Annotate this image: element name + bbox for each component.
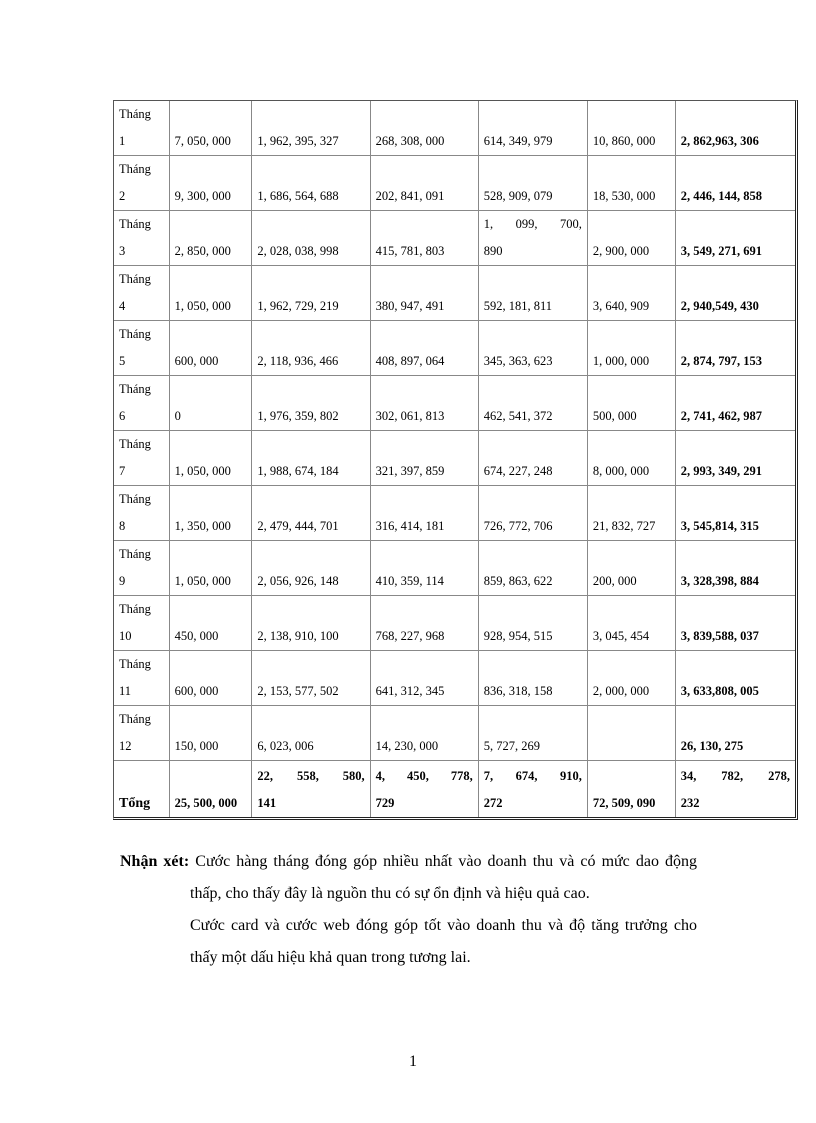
table-row [114, 156, 795, 211]
value-cell: 1, 962, 395, 327 [252, 101, 370, 156]
value-cell: 2, 056, 926, 148 [252, 541, 370, 596]
value-cell [479, 761, 588, 817]
value-cell: 2, 479, 444, 701 [252, 486, 370, 541]
month-label: Tháng 2 [119, 162, 151, 203]
table-row [114, 376, 795, 431]
value-cell [252, 761, 370, 817]
table-row [114, 651, 795, 706]
revenue-table [113, 100, 798, 820]
remark-paragraph-1 [120, 846, 697, 910]
value-cell: 859, 863, 622 [479, 541, 588, 596]
row-total-cell: 2, 862,963, 306 [676, 101, 795, 156]
month-cell [114, 101, 170, 156]
table-row [114, 266, 795, 321]
value-cell: 2, 850, 000 [170, 211, 253, 266]
month-label: Tháng 11 [119, 657, 151, 698]
value-cell: 2, 000, 000 [588, 651, 676, 706]
value-cell: 674, 227, 248 [479, 431, 588, 486]
value-cell [588, 706, 676, 761]
total-row [114, 761, 795, 817]
value-cell: 25, 500, 000 [170, 761, 253, 817]
month-label: Tháng 8 [119, 492, 151, 533]
month-label: Tháng 4 [119, 272, 151, 313]
row-total-cell: 2, 874, 797, 153 [676, 321, 795, 376]
month-label: Tháng 12 [119, 712, 151, 753]
row-total-cell: 2, 741, 462, 987 [676, 376, 795, 431]
value-cell: 1, 050, 000 [170, 266, 253, 321]
value-cell: 321, 397, 859 [371, 431, 479, 486]
value-line: 34, 782, 278, [680, 769, 790, 783]
month-cell [114, 706, 170, 761]
month-cell [114, 266, 170, 321]
value-line: 22, 558, 580, [257, 769, 365, 783]
value-line: 232 [680, 796, 700, 810]
value-cell: 14, 230, 000 [371, 706, 479, 761]
value-line: 141 [257, 796, 277, 810]
value-line: 729 [375, 796, 395, 810]
value-cell: 592, 181, 811 [479, 266, 588, 321]
value-cell: 450, 000 [170, 596, 253, 651]
row-total-cell: 3, 328,398, 884 [676, 541, 795, 596]
value-cell: 1, 988, 674, 184 [252, 431, 370, 486]
value-cell: 200, 000 [588, 541, 676, 596]
value-cell: 462, 541, 372 [479, 376, 588, 431]
value-cell: 3, 640, 909 [588, 266, 676, 321]
value-cell: 836, 318, 158 [479, 651, 588, 706]
value-cell: 0 [170, 376, 253, 431]
value-cell: 9, 300, 000 [170, 156, 253, 211]
month-cell [114, 211, 170, 266]
value-cell: 302, 061, 813 [371, 376, 479, 431]
value-cell: 410, 359, 114 [371, 541, 479, 596]
value-cell: 202, 841, 091 [371, 156, 479, 211]
value-cell: 2, 153, 577, 502 [252, 651, 370, 706]
value-cell: 7, 050, 000 [170, 101, 253, 156]
value-cell: 1, 686, 564, 688 [252, 156, 370, 211]
table-row [114, 486, 795, 541]
value-cell: 3, 045, 454 [588, 596, 676, 651]
table-row [114, 101, 795, 156]
row-total-cell: 2, 993, 349, 291 [676, 431, 795, 486]
table-row [114, 211, 795, 266]
value-cell: 1, 050, 000 [170, 541, 253, 596]
month-cell [114, 321, 170, 376]
row-total-cell: 2, 940,549, 430 [676, 266, 795, 321]
month-cell [114, 651, 170, 706]
value-cell: 641, 312, 345 [371, 651, 479, 706]
value-line: 7, 674, 910, [483, 769, 582, 783]
value-cell: 600, 000 [170, 321, 253, 376]
month-label: Tháng 9 [119, 547, 151, 588]
value-cell: 150, 000 [170, 706, 253, 761]
value-cell: 2, 028, 038, 998 [252, 211, 370, 266]
table-row [114, 596, 795, 651]
table-row [114, 321, 795, 376]
value-cell: 1, 000, 000 [588, 321, 676, 376]
month-cell [114, 486, 170, 541]
value-cell: 18, 530, 000 [588, 156, 676, 211]
row-total-cell: 3, 839,588, 037 [676, 596, 795, 651]
month-label: Tháng 5 [119, 327, 151, 368]
table-row [114, 431, 795, 486]
value-cell: 928, 954, 515 [479, 596, 588, 651]
value-cell: 2, 900, 000 [588, 211, 676, 266]
row-total-cell: 3, 545,814, 315 [676, 486, 795, 541]
value-cell: 8, 000, 000 [588, 431, 676, 486]
value-cell: 345, 363, 623 [479, 321, 588, 376]
value-cell: 2, 138, 910, 100 [252, 596, 370, 651]
remark-text-1: Cước hàng tháng đóng góp nhiều nhất vào doanh thu và có mức dao động thấp, cho thấy đây là nguồn thu có sự ổn định và hiệu quả cao. [190, 853, 698, 902]
value-cell: 500, 000 [588, 376, 676, 431]
value-line: 4, 450, 778, [375, 769, 473, 783]
remarks-section [120, 846, 697, 974]
month-cell [114, 156, 170, 211]
value-cell: 380, 947, 491 [371, 266, 479, 321]
row-total-cell: 26, 130, 275 [676, 706, 795, 761]
month-cell [114, 541, 170, 596]
month-cell [114, 596, 170, 651]
grand-total-cell [676, 761, 795, 817]
month-cell [114, 431, 170, 486]
remark-label: Nhận xét: [120, 853, 190, 870]
value-cell: 614, 349, 979 [479, 101, 588, 156]
value-cell: 1, 099, 700, 890 [479, 211, 588, 266]
value-cell: 6, 023, 006 [252, 706, 370, 761]
page-number: 1 [409, 1053, 417, 1070]
table-body [114, 101, 795, 817]
remark-paragraph-2 [120, 910, 697, 974]
value-cell: 528, 909, 079 [479, 156, 588, 211]
value-cell: 10, 860, 000 [588, 101, 676, 156]
month-label: Tháng 6 [119, 382, 151, 423]
remark-text-2: Cước card và cước web đóng góp tốt vào doanh thu và độ tăng trưởng cho thấy một dấu hiệu khả quan trong tương lai. [190, 917, 697, 966]
value-cell: 268, 308, 000 [371, 101, 479, 156]
value-cell: 1, 976, 359, 802 [252, 376, 370, 431]
table-row [114, 541, 795, 596]
value-cell: 21, 832, 727 [588, 486, 676, 541]
row-total-cell: 3, 633,808, 005 [676, 651, 795, 706]
month-label: Tháng 7 [119, 437, 151, 478]
value-cell: 2, 118, 936, 466 [252, 321, 370, 376]
value-cell: 316, 414, 181 [371, 486, 479, 541]
value-cell: 1, 050, 000 [170, 431, 253, 486]
value-cell: 1, 962, 729, 219 [252, 266, 370, 321]
value-cell: 408, 897, 064 [371, 321, 479, 376]
value-cell: 415, 781, 803 [371, 211, 479, 266]
value-cell: 5, 727, 269 [479, 706, 588, 761]
row-total-cell: 2, 446, 144, 858 [676, 156, 795, 211]
value-cell: 600, 000 [170, 651, 253, 706]
table-row [114, 706, 795, 761]
month-label: Tháng 1 [119, 107, 151, 148]
value-cell: 1, 350, 000 [170, 486, 253, 541]
month-cell [114, 376, 170, 431]
month-label: Tháng 10 [119, 602, 151, 643]
value-cell: 72, 509, 090 [588, 761, 676, 817]
row-total-cell: 3, 549, 271, 691 [676, 211, 795, 266]
month-label: Tháng 3 [119, 217, 151, 258]
total-label: Tổng [114, 761, 170, 817]
value-line: 272 [483, 796, 503, 810]
value-cell [371, 761, 479, 817]
value-cell: 768, 227, 968 [371, 596, 479, 651]
value-cell: 726, 772, 706 [479, 486, 588, 541]
